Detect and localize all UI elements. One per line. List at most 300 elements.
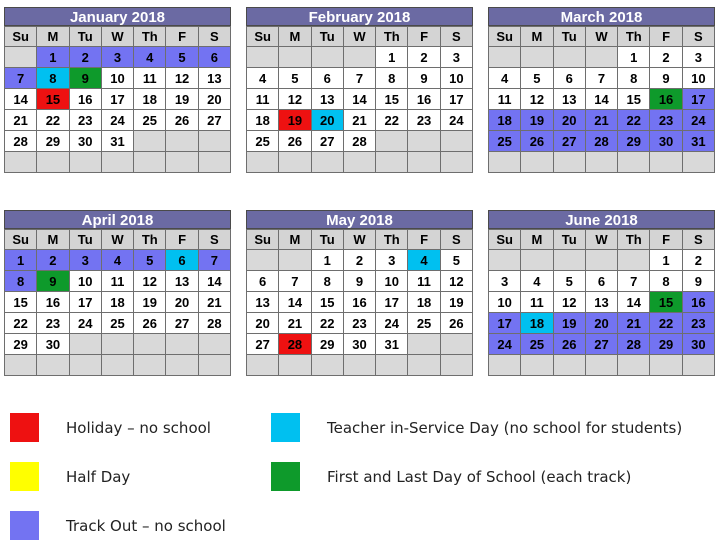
day-cell: 21 (279, 313, 311, 334)
month-grid (4, 26, 231, 173)
day-cell: 27 (166, 313, 198, 334)
day-cell: 26 (440, 313, 472, 334)
empty-day-cell (440, 334, 472, 355)
day-cell: 25 (101, 313, 133, 334)
week-row (247, 355, 473, 376)
empty-day-cell (247, 152, 279, 173)
empty-day-cell (682, 355, 714, 376)
day-cell: 26 (521, 131, 553, 152)
weekday-header: Th (376, 230, 408, 250)
day-cell: 12 (166, 68, 198, 89)
day-cell: 20 (553, 110, 585, 131)
day-cell: 21 (618, 313, 650, 334)
day-cell: 21 (5, 110, 37, 131)
day-cell: 4 (489, 68, 521, 89)
week-row (5, 131, 231, 152)
day-cell: 26 (134, 313, 166, 334)
day-cell: 17 (69, 292, 101, 313)
track-out-swatch-icon (10, 511, 39, 540)
day-cell: 13 (585, 292, 617, 313)
day-cell: 1 (5, 250, 37, 271)
day-cell: 7 (618, 271, 650, 292)
empty-day-cell (440, 355, 472, 376)
day-cell: 23 (69, 110, 101, 131)
day-cell: 23 (343, 313, 375, 334)
empty-day-cell (585, 152, 617, 173)
weekday-header: Su (247, 230, 279, 250)
week-row (5, 110, 231, 131)
month-calendar-january-2018 (4, 7, 231, 173)
week-row (5, 292, 231, 313)
weekday-header: Su (489, 230, 521, 250)
day-cell: 8 (5, 271, 37, 292)
weekday-header: M (279, 230, 311, 250)
first-last-day-swatch-icon (271, 462, 300, 491)
day-cell: 28 (5, 131, 37, 152)
week-row (489, 68, 715, 89)
empty-day-cell (553, 152, 585, 173)
day-cell: 13 (553, 89, 585, 110)
month-calendar-february-2018 (246, 7, 473, 173)
weekday-header: Su (5, 230, 37, 250)
weekday-header: Tu (69, 27, 101, 47)
empty-day-cell (279, 355, 311, 376)
day-cell: 29 (618, 131, 650, 152)
week-row (489, 47, 715, 68)
day-cell: 18 (247, 110, 279, 131)
week-row (489, 152, 715, 173)
week-row (247, 271, 473, 292)
day-cell: 9 (37, 271, 69, 292)
empty-day-cell (489, 152, 521, 173)
empty-day-cell (198, 152, 230, 173)
empty-day-cell (585, 47, 617, 68)
weekday-header: F (650, 27, 682, 47)
week-row (489, 250, 715, 271)
weekday-header-row (489, 230, 715, 250)
day-cell: 13 (247, 292, 279, 313)
empty-day-cell (166, 334, 198, 355)
day-cell: 10 (682, 68, 714, 89)
weekday-header: F (166, 27, 198, 47)
empty-day-cell (521, 355, 553, 376)
month-title: May 2018 (246, 210, 473, 229)
month-calendar-march-2018 (488, 7, 715, 173)
month-calendar-june-2018 (488, 210, 715, 376)
day-cell: 17 (376, 292, 408, 313)
day-cell: 19 (279, 110, 311, 131)
day-cell: 17 (682, 89, 714, 110)
weekday-header: F (650, 230, 682, 250)
month-title: June 2018 (488, 210, 715, 229)
day-cell: 24 (376, 313, 408, 334)
weekday-header: Th (618, 27, 650, 47)
day-cell: 3 (69, 250, 101, 271)
day-cell: 17 (101, 89, 133, 110)
day-cell: 6 (166, 250, 198, 271)
weekday-header: S (682, 27, 714, 47)
week-row (5, 313, 231, 334)
day-cell: 23 (37, 313, 69, 334)
day-cell: 16 (682, 292, 714, 313)
week-row (247, 89, 473, 110)
day-cell: 6 (247, 271, 279, 292)
day-cell: 5 (166, 47, 198, 68)
day-cell: 23 (682, 313, 714, 334)
day-cell: 24 (69, 313, 101, 334)
day-cell: 22 (311, 313, 343, 334)
weekday-header: F (408, 27, 440, 47)
legend-label-track-out: Track Out – no school (66, 517, 226, 535)
day-cell: 10 (489, 292, 521, 313)
day-cell: 27 (553, 131, 585, 152)
day-cell: 14 (585, 89, 617, 110)
day-cell: 12 (134, 271, 166, 292)
weekday-header: S (440, 27, 472, 47)
day-cell: 30 (37, 334, 69, 355)
day-cell: 13 (166, 271, 198, 292)
weekday-header: Th (618, 230, 650, 250)
day-cell: 7 (5, 68, 37, 89)
weekday-header: W (585, 27, 617, 47)
day-cell: 6 (311, 68, 343, 89)
day-cell: 20 (311, 110, 343, 131)
day-cell: 2 (69, 47, 101, 68)
weekday-header-row (5, 230, 231, 250)
day-cell: 14 (5, 89, 37, 110)
day-cell: 12 (521, 89, 553, 110)
month-title: January 2018 (4, 7, 231, 26)
empty-day-cell (618, 152, 650, 173)
empty-day-cell (585, 355, 617, 376)
week-row (489, 313, 715, 334)
day-cell: 22 (5, 313, 37, 334)
weekday-header: Su (489, 27, 521, 47)
empty-day-cell (343, 152, 375, 173)
day-cell: 20 (247, 313, 279, 334)
week-row (489, 89, 715, 110)
day-cell: 3 (376, 250, 408, 271)
month-grid (488, 26, 715, 173)
empty-day-cell (489, 355, 521, 376)
week-row (489, 355, 715, 376)
day-cell: 28 (585, 131, 617, 152)
empty-day-cell (279, 250, 311, 271)
day-cell: 5 (553, 271, 585, 292)
week-row (247, 313, 473, 334)
weekday-header: Th (134, 27, 166, 47)
empty-day-cell (279, 152, 311, 173)
week-row (5, 334, 231, 355)
day-cell: 18 (134, 89, 166, 110)
empty-day-cell (376, 152, 408, 173)
day-cell: 12 (553, 292, 585, 313)
weekday-header: W (101, 230, 133, 250)
week-row (247, 68, 473, 89)
weekday-header: F (408, 230, 440, 250)
week-row (489, 292, 715, 313)
day-cell: 12 (440, 271, 472, 292)
empty-day-cell (5, 152, 37, 173)
half-day-swatch-icon (10, 462, 39, 491)
weekday-header: Th (376, 27, 408, 47)
day-cell: 6 (198, 47, 230, 68)
weekday-header: S (682, 230, 714, 250)
day-cell: 28 (618, 334, 650, 355)
empty-day-cell (650, 355, 682, 376)
weekday-header: M (279, 27, 311, 47)
empty-day-cell (408, 355, 440, 376)
day-cell: 3 (440, 47, 472, 68)
day-cell: 11 (408, 271, 440, 292)
day-cell: 8 (618, 68, 650, 89)
day-cell: 13 (311, 89, 343, 110)
weekday-header: W (585, 230, 617, 250)
day-cell: 2 (682, 250, 714, 271)
weekday-header: Tu (311, 230, 343, 250)
day-cell: 1 (650, 250, 682, 271)
empty-day-cell (408, 334, 440, 355)
empty-day-cell (134, 334, 166, 355)
weekday-header: Su (5, 27, 37, 47)
empty-day-cell (198, 355, 230, 376)
day-cell: 25 (408, 313, 440, 334)
day-cell: 9 (343, 271, 375, 292)
empty-day-cell (311, 47, 343, 68)
weekday-header: M (521, 230, 553, 250)
day-cell: 23 (650, 110, 682, 131)
day-cell: 9 (682, 271, 714, 292)
day-cell: 20 (585, 313, 617, 334)
day-cell: 5 (134, 250, 166, 271)
day-cell: 30 (69, 131, 101, 152)
day-cell: 17 (440, 89, 472, 110)
day-cell: 28 (343, 131, 375, 152)
empty-day-cell (247, 355, 279, 376)
day-cell: 25 (489, 131, 521, 152)
week-row (5, 271, 231, 292)
empty-day-cell (166, 152, 198, 173)
week-row (247, 250, 473, 271)
day-cell: 11 (134, 68, 166, 89)
day-cell: 19 (440, 292, 472, 313)
week-row (5, 355, 231, 376)
day-cell: 19 (166, 89, 198, 110)
day-cell: 1 (618, 47, 650, 68)
empty-day-cell (5, 47, 37, 68)
weekday-header: Tu (69, 230, 101, 250)
day-cell: 16 (69, 89, 101, 110)
day-cell: 14 (343, 89, 375, 110)
day-cell: 26 (553, 334, 585, 355)
day-cell: 24 (101, 110, 133, 131)
day-cell: 30 (343, 334, 375, 355)
weekday-header-row (489, 27, 715, 47)
empty-day-cell (247, 250, 279, 271)
legend-label-first-last-day: First and Last Day of School (each track) (327, 468, 632, 486)
week-row (5, 250, 231, 271)
day-cell: 18 (408, 292, 440, 313)
day-cell: 11 (101, 271, 133, 292)
empty-day-cell (101, 355, 133, 376)
empty-day-cell (440, 152, 472, 173)
day-cell: 2 (343, 250, 375, 271)
week-row (247, 47, 473, 68)
weekday-header: Th (134, 230, 166, 250)
empty-day-cell (618, 355, 650, 376)
day-cell: 2 (650, 47, 682, 68)
day-cell: 27 (198, 110, 230, 131)
day-cell: 12 (279, 89, 311, 110)
day-cell: 29 (37, 131, 69, 152)
day-cell: 26 (166, 110, 198, 131)
day-cell: 16 (343, 292, 375, 313)
day-cell: 4 (101, 250, 133, 271)
month-grid (488, 229, 715, 376)
week-row (247, 292, 473, 313)
month-calendar-may-2018 (246, 210, 473, 376)
week-row (489, 110, 715, 131)
day-cell: 11 (489, 89, 521, 110)
day-cell: 19 (521, 110, 553, 131)
day-cell: 26 (279, 131, 311, 152)
empty-day-cell (37, 152, 69, 173)
day-cell: 18 (489, 110, 521, 131)
day-cell: 1 (311, 250, 343, 271)
empty-day-cell (134, 152, 166, 173)
day-cell: 27 (247, 334, 279, 355)
day-cell: 30 (650, 131, 682, 152)
month-grid (4, 229, 231, 376)
day-cell: 1 (376, 47, 408, 68)
weekday-header-row (247, 230, 473, 250)
empty-day-cell (521, 47, 553, 68)
day-cell: 8 (37, 68, 69, 89)
day-cell: 11 (247, 89, 279, 110)
day-cell: 19 (553, 313, 585, 334)
weekday-header: W (343, 27, 375, 47)
week-row (247, 110, 473, 131)
day-cell: 7 (279, 271, 311, 292)
empty-day-cell (279, 47, 311, 68)
day-cell: 17 (489, 313, 521, 334)
weekday-header: M (37, 27, 69, 47)
day-cell: 25 (247, 131, 279, 152)
empty-day-cell (101, 152, 133, 173)
empty-day-cell (69, 152, 101, 173)
day-cell: 24 (489, 334, 521, 355)
weekday-header: Tu (553, 230, 585, 250)
day-cell: 9 (650, 68, 682, 89)
empty-day-cell (198, 131, 230, 152)
day-cell: 3 (489, 271, 521, 292)
day-cell: 29 (311, 334, 343, 355)
day-cell: 22 (650, 313, 682, 334)
day-cell: 28 (279, 334, 311, 355)
month-title: March 2018 (488, 7, 715, 26)
day-cell: 9 (69, 68, 101, 89)
day-cell: 21 (343, 110, 375, 131)
weekday-header: Su (247, 27, 279, 47)
weekday-header-row (5, 27, 231, 47)
empty-day-cell (440, 131, 472, 152)
day-cell: 31 (376, 334, 408, 355)
day-cell: 21 (198, 292, 230, 313)
week-row (489, 334, 715, 355)
weekday-header: M (37, 230, 69, 250)
weekday-header: W (343, 230, 375, 250)
week-row (5, 89, 231, 110)
day-cell: 4 (408, 250, 440, 271)
empty-day-cell (166, 355, 198, 376)
day-cell: 13 (198, 68, 230, 89)
day-cell: 31 (682, 131, 714, 152)
legend-label-in-service: Teacher in-Service Day (no school for students) (327, 419, 683, 437)
empty-day-cell (618, 250, 650, 271)
day-cell: 14 (618, 292, 650, 313)
week-row (489, 131, 715, 152)
day-cell: 2 (37, 250, 69, 271)
day-cell: 10 (376, 271, 408, 292)
empty-day-cell (101, 334, 133, 355)
empty-day-cell (247, 47, 279, 68)
empty-day-cell (408, 152, 440, 173)
day-cell: 7 (198, 250, 230, 271)
week-row (5, 47, 231, 68)
day-cell: 7 (343, 68, 375, 89)
empty-day-cell (521, 152, 553, 173)
month-calendar-april-2018 (4, 210, 231, 376)
empty-day-cell (489, 47, 521, 68)
day-cell: 8 (650, 271, 682, 292)
week-row (247, 152, 473, 173)
day-cell: 5 (440, 250, 472, 271)
day-cell: 16 (408, 89, 440, 110)
empty-day-cell (650, 152, 682, 173)
day-cell: 15 (37, 89, 69, 110)
day-cell: 5 (279, 68, 311, 89)
empty-day-cell (69, 334, 101, 355)
month-title: February 2018 (246, 7, 473, 26)
day-cell: 31 (101, 131, 133, 152)
day-cell: 23 (408, 110, 440, 131)
day-cell: 10 (440, 68, 472, 89)
day-cell: 6 (553, 68, 585, 89)
day-cell: 8 (311, 271, 343, 292)
empty-day-cell (69, 355, 101, 376)
day-cell: 30 (682, 334, 714, 355)
month-title: April 2018 (4, 210, 231, 229)
legend-label-holiday: Holiday – no school (66, 419, 211, 437)
weekday-header: S (198, 27, 230, 47)
day-cell: 4 (247, 68, 279, 89)
day-cell: 19 (134, 292, 166, 313)
day-cell: 16 (37, 292, 69, 313)
weekday-header: F (166, 230, 198, 250)
weekday-header: S (440, 230, 472, 250)
day-cell: 8 (376, 68, 408, 89)
weekday-header: Tu (311, 27, 343, 47)
empty-day-cell (408, 131, 440, 152)
week-row (489, 271, 715, 292)
weekday-header: M (521, 27, 553, 47)
empty-day-cell (553, 47, 585, 68)
day-cell: 18 (521, 313, 553, 334)
day-cell: 15 (650, 292, 682, 313)
day-cell: 20 (198, 89, 230, 110)
week-row (247, 334, 473, 355)
day-cell: 15 (618, 89, 650, 110)
